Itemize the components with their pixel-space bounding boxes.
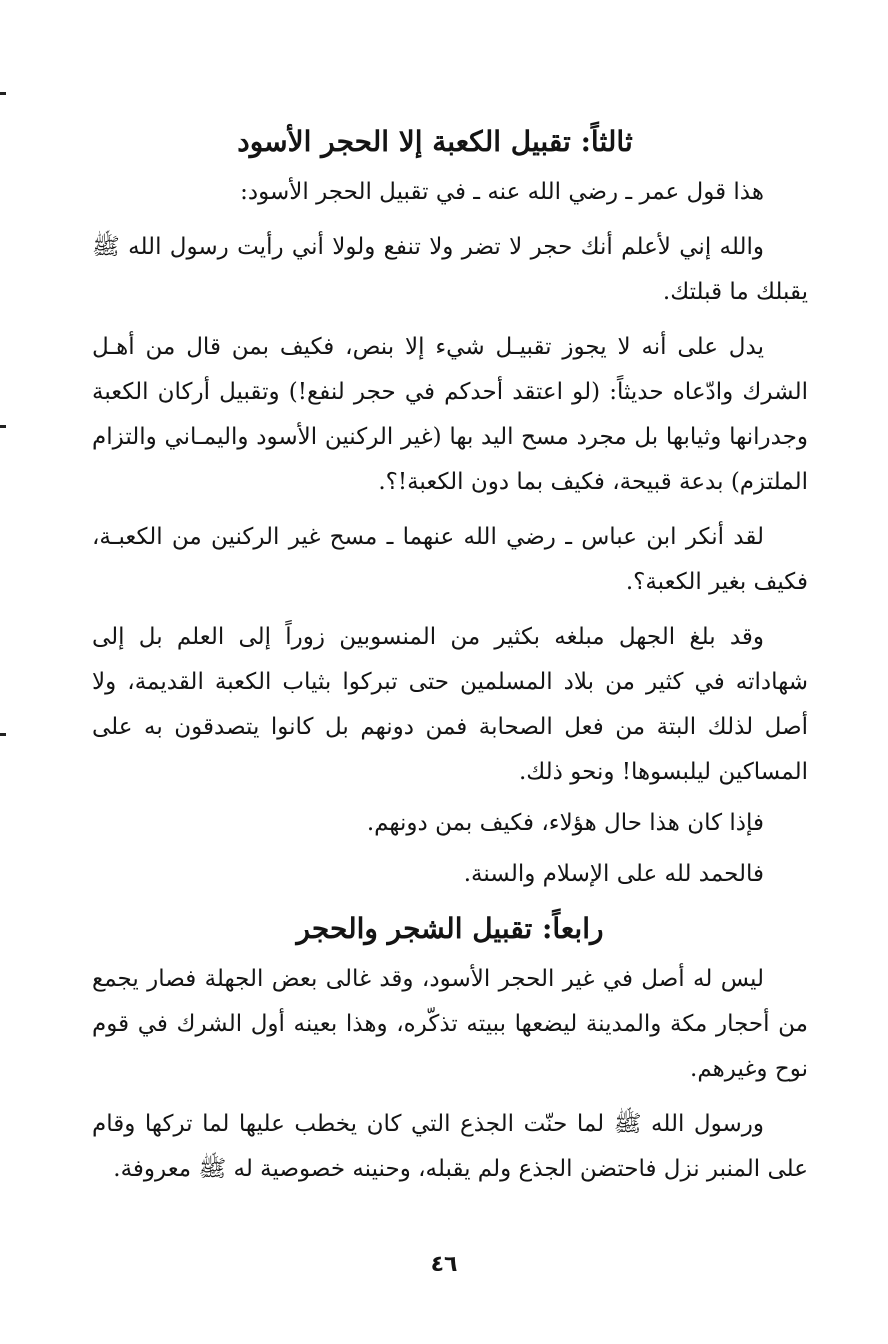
margin-mark [0,92,6,95]
section-heading-fourth: رابعاً: تقبيل الشجر والحجر [296,912,604,945]
page-content [92,120,808,1192]
paragraph-ibn-abbas: لقد أنكر ابن عباس ـ رضي الله عنهما ـ مسح غير الركنين من الكعبـة، فكيف بغير الكعبة؟. [92,524,808,595]
paragraph-no-basis: ليس له أصل في غير الحجر الأسود، وقد غالى بعض الجهلة فصار يجمع من أحجار مكة والمدينة ليضعها ببيته تذكّره، وهذا بعينه أول الشرك في قوم نوح وغيرهم. [92,966,808,1082]
paragraph-intro: هذا قول عمر ـ رضي الله عنه ـ في تقبيل الحجر الأسود: [240,179,764,205]
paragraph-praise: فالحمد لله على الإسلام والسنة. [463,861,764,887]
paragraph-their-state: فإذا كان هذا حال هؤلاء، فكيف بمن دونهم. [366,810,764,836]
paragraph-ignorance: وقد بلغ الجهل مبلغه بكثير من المنسوبين زوراً إلى العلم بل إلى شهاداته في كثير من بلاد المسلمين حتى تبركوا بثياب الكعبة القديمة، ولا أصل لذلك البتة من فعل الصحابة فمن دونهم بل كانوا يتصدقون به على المساكين ليلبسوها! ونحو ذلك. [92,624,808,785]
page-number: ٤٦ [430,1252,458,1277]
paragraph-palm-trunk: ورسول الله ﷺ لما حنّت الجذع التي كان يخطب عليها لما تركها وقام على المنبر نزل فاحتضن الجذع ولم يقبله، وحنينه خصوصية له ﷺ معروفة. [92,1111,808,1182]
section-heading-third: ثالثاً: تقبيل الكعبة إلا الحجر الأسود [237,125,633,158]
margin-mark [0,425,6,428]
paragraph-quote: والله إني لأعلم أنك حجر لا تضر ولا تنفع ولولا أني رأيت رسول الله ﷺ يقبلك ما قبلتك. [92,234,808,305]
paragraph-no-kissing-without-text: يدل على أنه لا يجوز تقبيـل شيء إلا بنص، فكيف بمن قال من أهـل الشرك وادّعاه حديثاً: (لو اعتقد أحدكم في حجر لنفع!) وتقبيل أركان الكعبة وجدرانها وثيابها بل مجرد مسح اليد بها (غير الركنين الأسود واليمـاني والتزام الملتزم) بدعة قبيحة، فكيف بما دون الكعبة!؟. [92,334,808,495]
margin-mark [0,733,6,736]
